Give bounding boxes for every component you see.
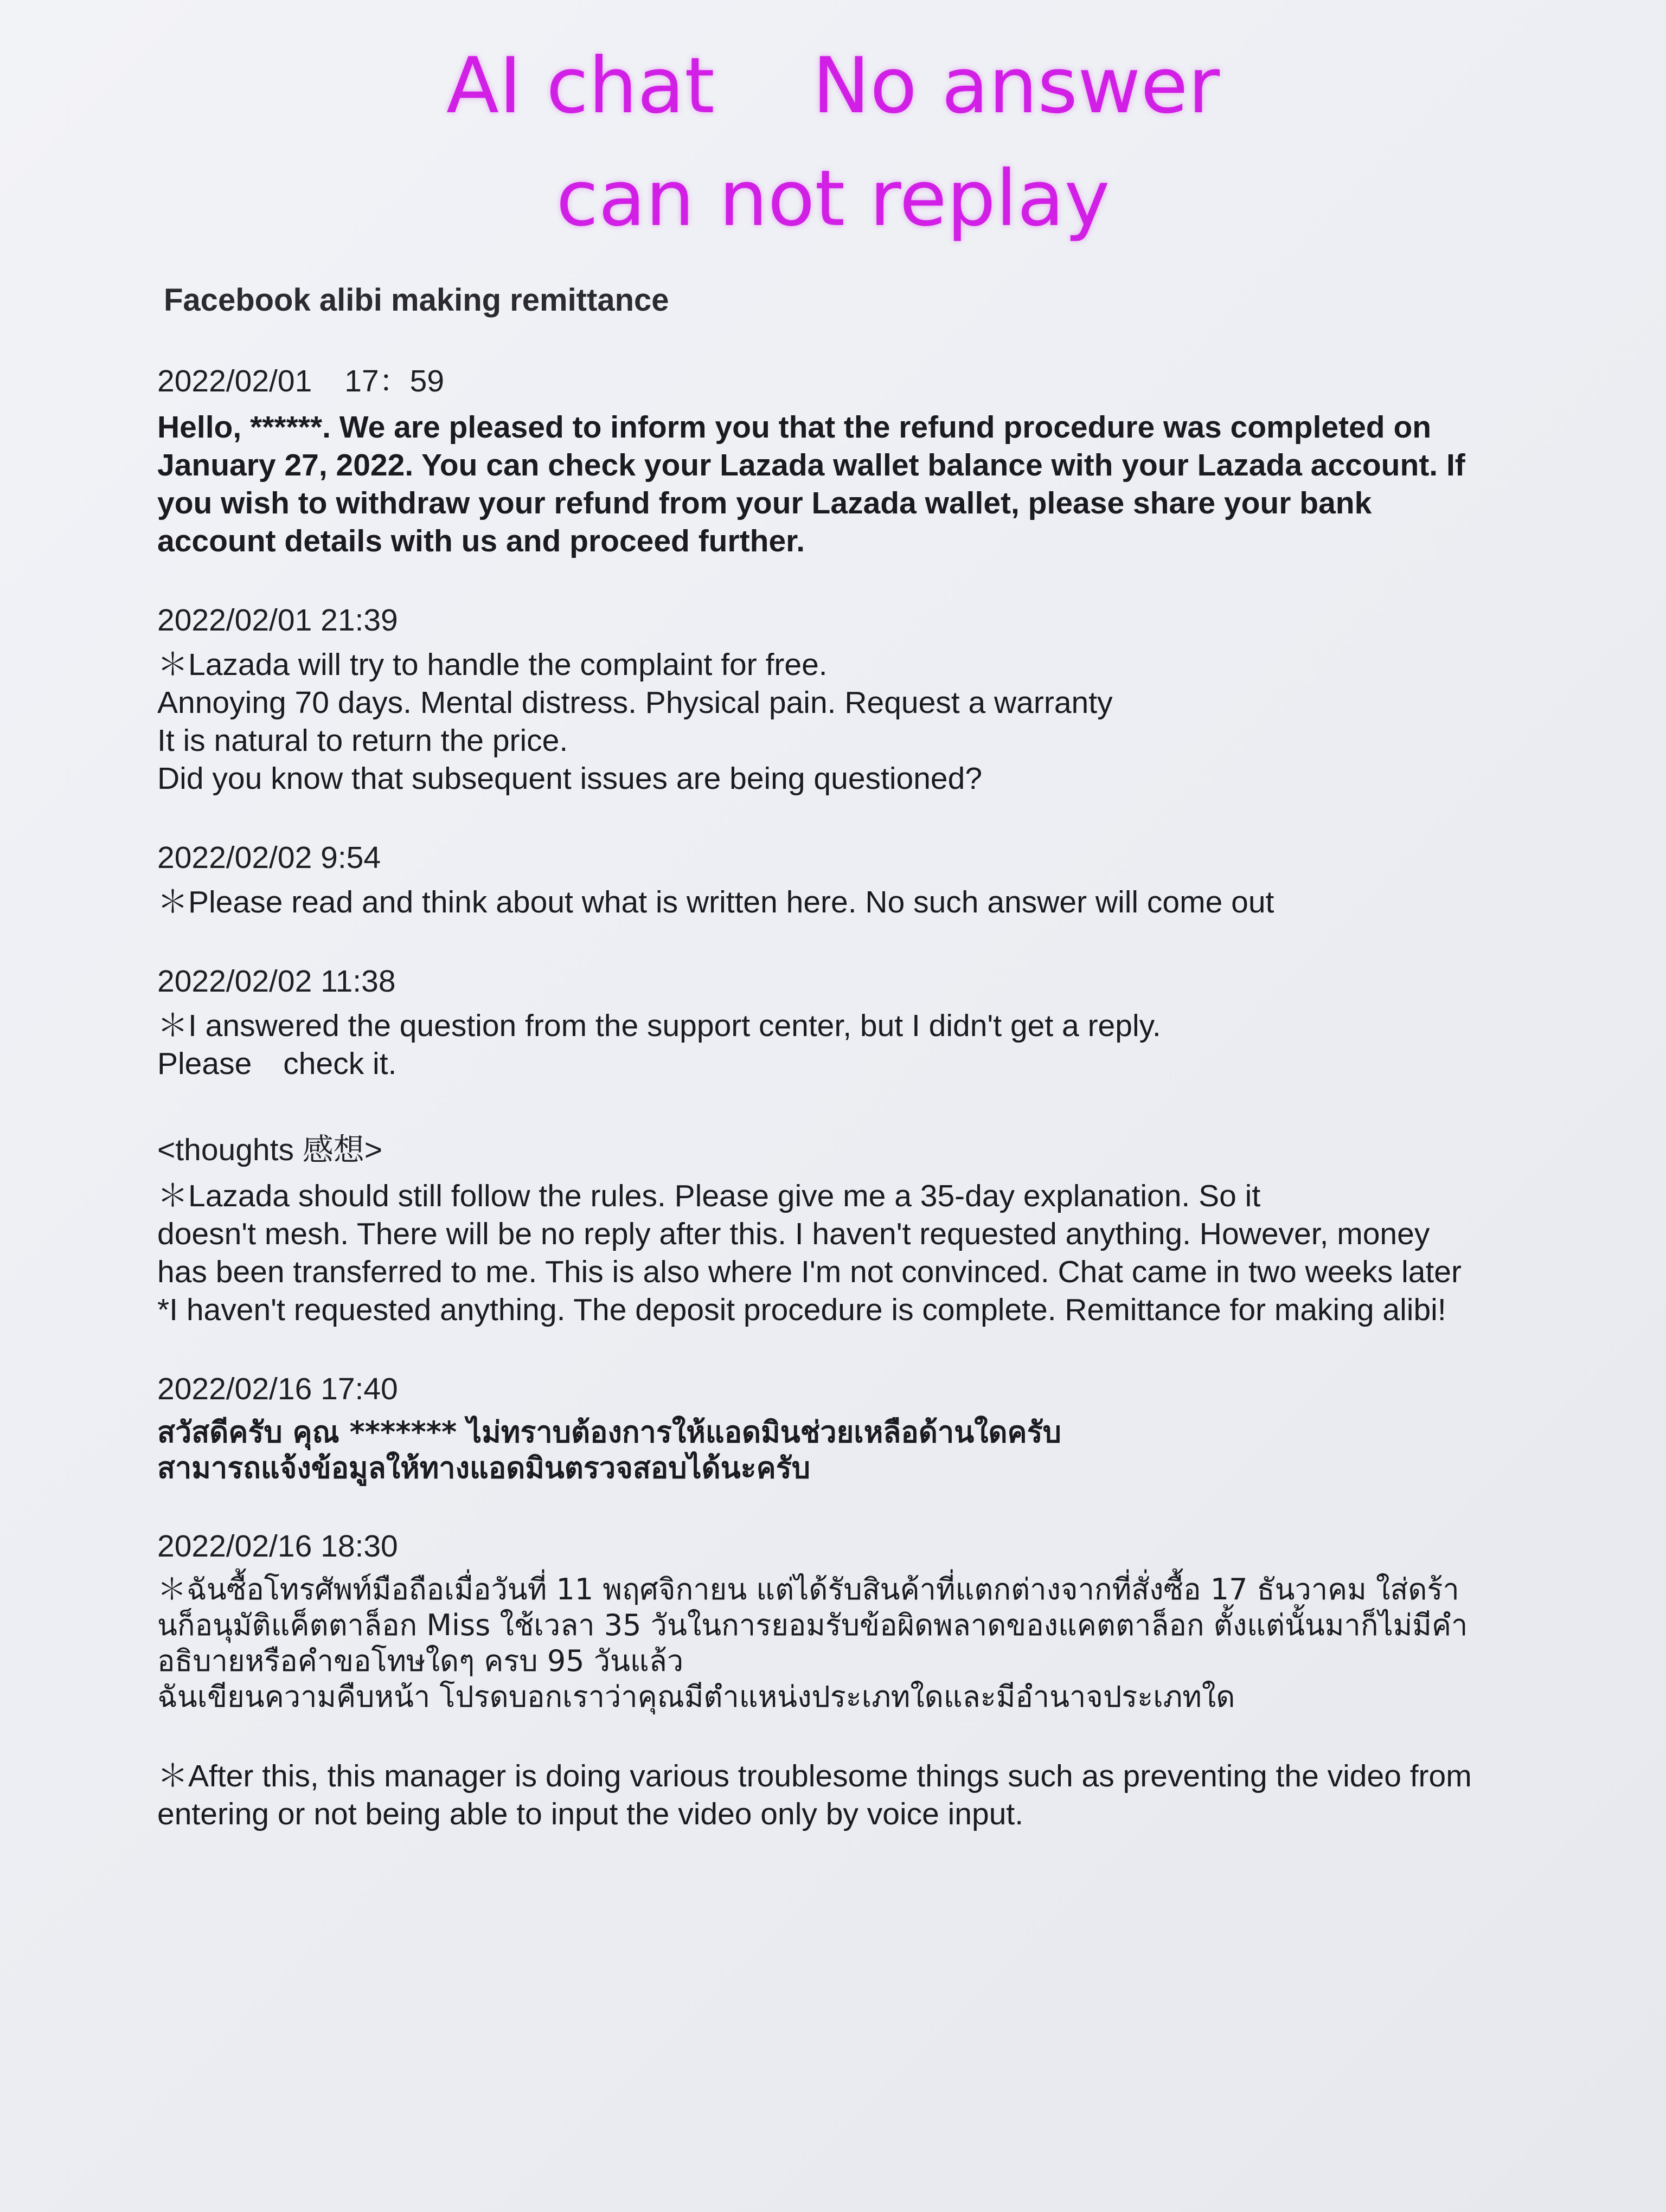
entry-line: Did you know that subsequent issues are being questioned? <box>157 761 983 796</box>
entry-2022-02-02-0954 <box>157 840 1524 921</box>
thoughts-heading: <thoughts 感想> <box>157 1133 383 1167</box>
entry-line: doesn't mesh. There will be no reply after this. I haven't requested anything. However, money <box>157 1217 1430 1251</box>
entry-time: 17：59 <box>344 364 445 398</box>
entry-line: สามารถแจ้งข้อมูลให้ทางแอดมินตรวจสอบได้นะครับ <box>157 1451 811 1485</box>
headline-no-answer: No answer <box>812 41 1220 131</box>
entry-line: สวัสดีครับ คุณ ******* ไม่ทราบต้องการให้แอดมินช่วยเหลือด้านใดครับ <box>157 1415 1061 1449</box>
entry-2022-02-01-1759 <box>157 356 1524 560</box>
entry-2022-02-02-1138 <box>157 963 1524 1083</box>
entry-thoughts <box>157 1125 1524 1329</box>
entry-line: นก็อนุมัติแค็ตตาล็อก Miss ใช้เวลา 35 วันในการยอมรับข้อผิดพลาดของแคตตาล็อก ตั้งแต่นั้นมาก็ไม่มีคำ <box>157 1608 1468 1642</box>
document-title: Facebook alibi making remittance <box>164 282 669 318</box>
entry-line: ＊Lazada should still follow the rules. Please give me a 35-day explanation. So it <box>157 1179 1261 1213</box>
headline-line-2: can not replay <box>556 154 1110 243</box>
entry-line: entering or not being able to input the video only by voice input. <box>157 1797 1024 1831</box>
entry-line: It is natural to return the price. <box>157 723 568 758</box>
headline-ai-chat: AI chat <box>446 41 715 131</box>
entry-line: ＊I answered the question from the support center, but I didn't get a reply. <box>157 1008 1161 1043</box>
entry-timestamp <box>157 356 1524 401</box>
entry-timestamp: 2022/02/16 18:30 <box>157 1529 398 1564</box>
entry-check: check it. <box>283 1046 397 1081</box>
entry-line: ＊Please read and think about what is written here. No such answer will come out <box>157 885 1274 919</box>
entry-line-please-check <box>157 1045 1524 1083</box>
entry-timestamp: 2022/02/01 21:39 <box>157 603 398 638</box>
entry-line: Annoying 70 days. Mental distress. Physical pain. Request a warranty <box>157 685 1113 720</box>
entry-timestamp: 2022/02/02 9:54 <box>157 840 381 875</box>
entry-date: 2022/02/01 <box>157 364 312 398</box>
entry-timestamp: 2022/02/16 17:40 <box>157 1372 398 1406</box>
entry-line: *I haven't requested anything. The deposit procedure is complete. Remittance for making alibi! <box>157 1293 1446 1327</box>
entry-2022-02-16-1740 <box>157 1371 1524 1486</box>
entry-line: has been transferred to me. This is also where I'm not convinced. Chat came in two weeks later <box>157 1255 1462 1289</box>
entry-line: you wish to withdraw your refund from your Lazada wallet, please share your bank <box>157 486 1372 520</box>
entry-line: January 27, 2022. You can check your Lazada wallet balance with your Lazada account. If <box>157 448 1465 483</box>
entry-line: account details with us and proceed further. <box>157 524 805 558</box>
entry-2022-02-16-1830 <box>157 1528 1524 1715</box>
entry-line: ＊After this, this manager is doing various troublesome things such as preventing the video from <box>157 1759 1472 1793</box>
entry-line: ＊ฉันซื้อโทรศัพท์มือถือเมื่อวันที่ 11 พฤศจิกายน แต่ได้รับสินค้าที่แตกต่างจากที่สั่งซื้อ 17 ธันวาคม ใส่ดร้า <box>157 1572 1459 1606</box>
headline-line-1 <box>0 41 1666 131</box>
entry-line: อธิบายหรือคำขอโทษใดๆ ครบ 95 วันแล้ว <box>157 1644 684 1678</box>
entry-after-note <box>157 1757 1524 1833</box>
document-body <box>157 282 1524 1875</box>
entry-timestamp: 2022/02/02 11:38 <box>157 964 396 999</box>
entry-please: Please <box>157 1046 252 1081</box>
entry-2022-02-01-2139 <box>157 602 1524 798</box>
entry-line: ฉันเขียนความคืบหน้า โปรดบอกเราว่าคุณมีตำแหน่งประเภทใดและมีอำนาจประเภทใด <box>157 1680 1235 1714</box>
entry-line: ＊Lazada will try to handle the complaint for free. <box>157 647 828 682</box>
entry-line: Hello, ******. We are pleased to inform you that the refund procedure was completed on <box>157 410 1432 445</box>
